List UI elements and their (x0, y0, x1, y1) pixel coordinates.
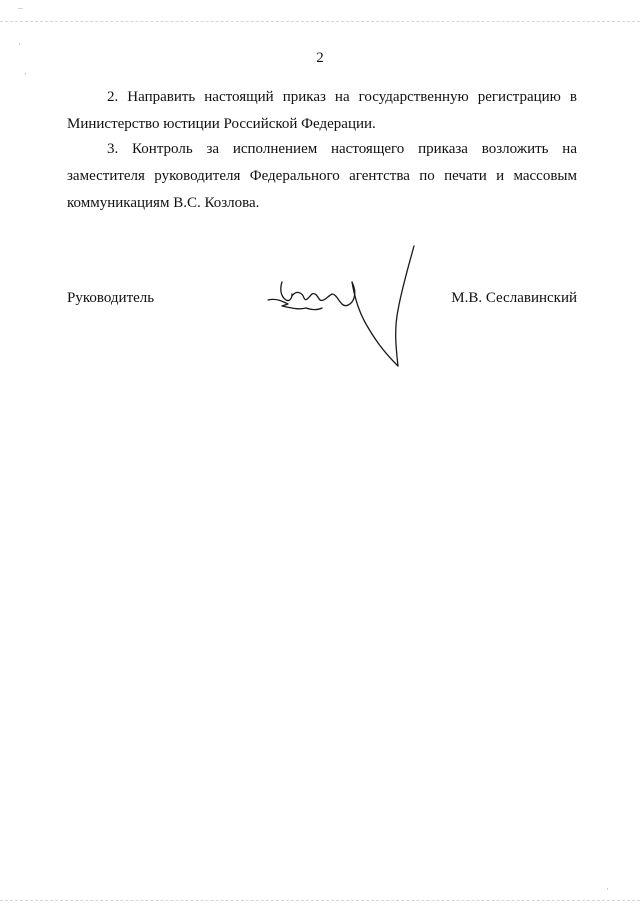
scan-speck: · (18, 39, 21, 49)
scan-speck: · (24, 69, 27, 79)
scan-speck: ¯ (18, 7, 23, 17)
paragraph-line: коммуникациям В.С. Козлова. (67, 195, 260, 211)
scan-border-bottom (0, 900, 640, 901)
scan-speck: · (606, 884, 609, 894)
paragraph-line: 3. Контроль за исполнением настоящего приказа возложить на (107, 141, 577, 157)
paragraph-line: 2. Направить настоящий приказ на государственную регистрацию в (107, 89, 577, 105)
signer-title: Руководитель (67, 290, 155, 306)
paragraph-item-2 (67, 84, 577, 138)
scan-border-top (0, 21, 640, 22)
handwritten-signature-icon (262, 238, 422, 373)
paragraph-item-3 (67, 136, 577, 217)
page-number: 2 (316, 50, 324, 66)
paragraph-line: заместителя руководителя Федерального агентства по печати и массовым (67, 168, 577, 184)
signer-name: М.В. Сеславинский (451, 290, 577, 306)
paragraph-line: Министерство юстиции Российской Федерации. (67, 116, 376, 132)
